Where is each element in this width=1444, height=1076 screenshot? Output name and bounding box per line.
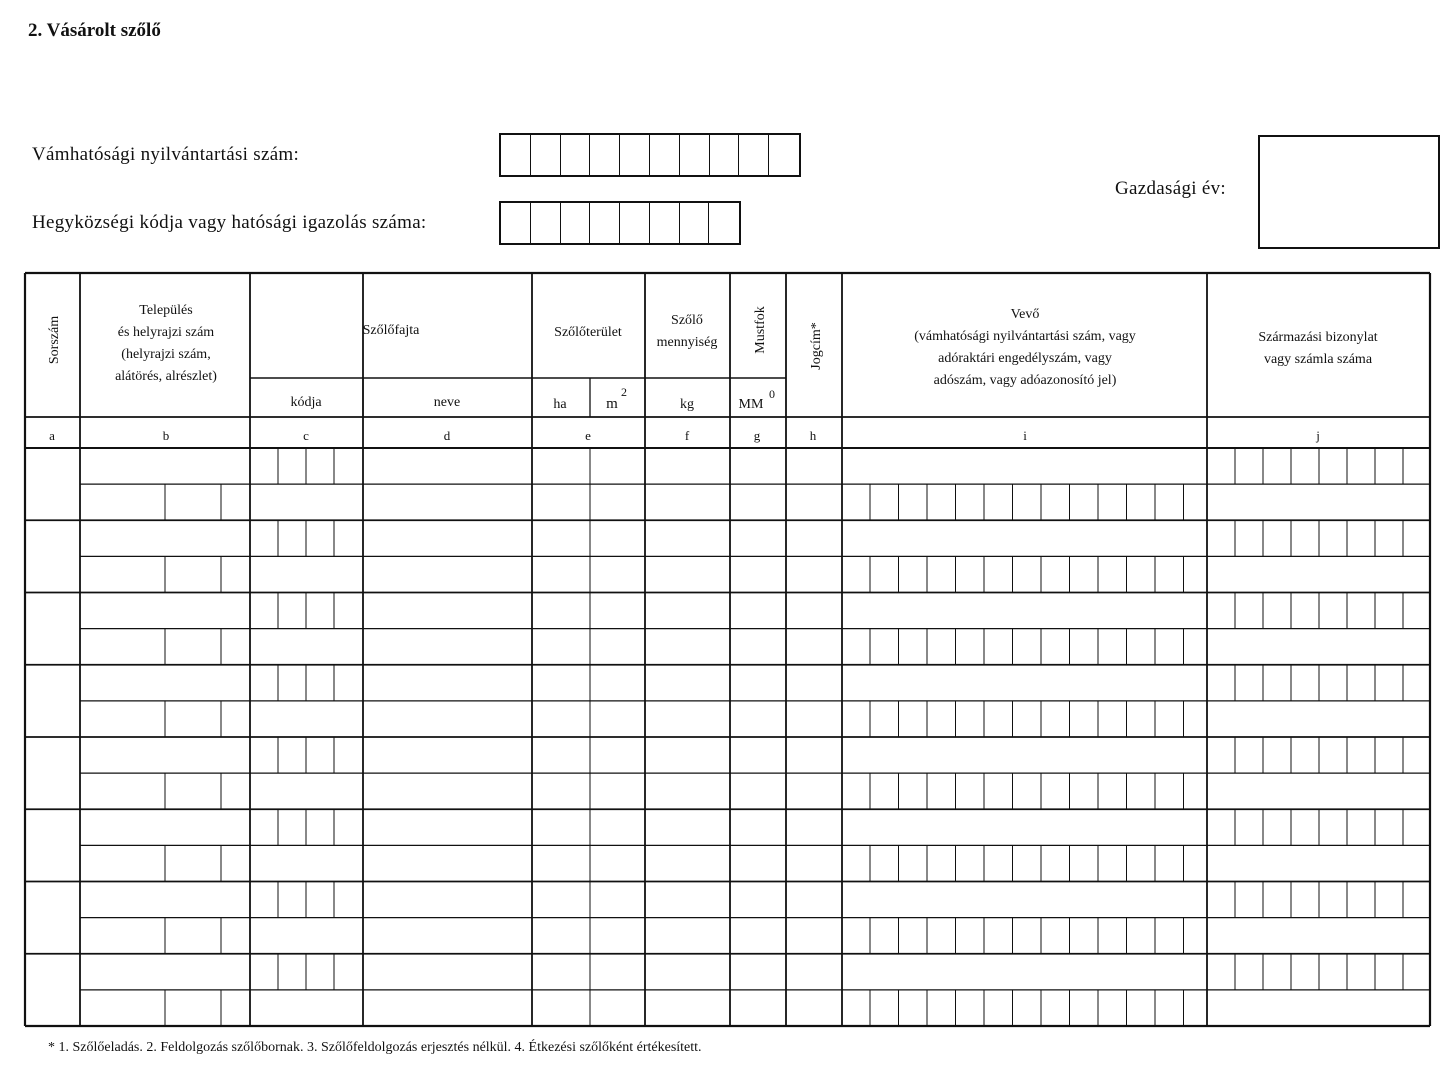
col-letter-g: g — [753, 428, 761, 443]
header-vevo-1: Vevő — [1010, 307, 1040, 322]
table-row[interactable] — [26, 449, 1429, 519]
header-sorszam: Sorszám — [47, 315, 62, 365]
hegy-label: Hegyközségi kódja vagy hatósági igazolás száma: — [32, 212, 427, 233]
header-mustfok: Mustfok — [753, 306, 768, 354]
table-row[interactable] — [26, 521, 1429, 591]
header-telepules-4: alátörés, alrészlet) — [115, 369, 217, 384]
table-row[interactable] — [26, 955, 1429, 1025]
header-telepules-2: és helyrajzi szám — [117, 325, 215, 340]
table-row[interactable] — [26, 666, 1429, 736]
col-letter-a: a — [49, 428, 55, 443]
col-letter-b: b — [162, 428, 170, 443]
header-szolo-menny-2: mennyiség — [656, 335, 718, 350]
col-letter-i: i — [1023, 428, 1027, 443]
header-telepules-1: Település — [139, 303, 193, 318]
header-mm-sup: 0 — [769, 387, 775, 401]
col-letter-e: e — [585, 428, 591, 443]
col-letter-d: d — [443, 428, 451, 443]
header-kg: kg — [680, 397, 694, 412]
header-vevo-2: (vámhatósági nyilvántartási szám, vagy — [914, 329, 1136, 344]
header-vevo-3: adóraktári engedélyszám, vagy — [938, 351, 1112, 366]
footnote: * 1. Szőlőeladás. 2. Feldolgozás szőlőbornak. 3. Szőlőfeldolgozás erjesztés nélkül. 4. Étkezési szőlőként értékesített. — [48, 1040, 702, 1055]
col-letter-j: j — [1316, 428, 1320, 443]
header-jogcim: Jogcím* — [809, 322, 824, 370]
header-m2: m — [606, 396, 618, 412]
col-letter-h: h — [809, 428, 817, 443]
vam-label: Vámhatósági nyilvántartási szám: — [32, 144, 300, 165]
header-kodja: kódja — [290, 395, 322, 410]
header-vevo-4: adószám, vagy adóazonosító jel) — [933, 373, 1117, 388]
header-szarmazasi-1: Származási bizonylat — [1258, 330, 1378, 345]
header-szolofajta: Szőlőfajta — [362, 323, 420, 338]
header-neve: neve — [433, 395, 461, 410]
header-szarmazasi-2: vagy számla száma — [1263, 352, 1373, 367]
header-m2-sup: 2 — [621, 385, 627, 399]
col-letter-f: f — [684, 428, 690, 443]
header-szoloterulet: Szőlőterület — [554, 325, 622, 340]
year-label: Gazdasági év: — [1115, 178, 1226, 199]
header-mm: MM — [738, 397, 764, 412]
table-row[interactable] — [26, 594, 1429, 664]
header-szolo-menny-1: Szőlő — [671, 313, 703, 328]
page-title: 2. Vásárolt szőlő — [28, 20, 161, 41]
table-row[interactable] — [26, 738, 1429, 808]
col-letter-c: c — [303, 428, 309, 443]
table-row[interactable] — [26, 883, 1429, 953]
header-ha: ha — [553, 397, 567, 412]
table-row[interactable] — [26, 810, 1429, 880]
header-telepules-3: (helyrajzi szám, — [121, 347, 211, 362]
